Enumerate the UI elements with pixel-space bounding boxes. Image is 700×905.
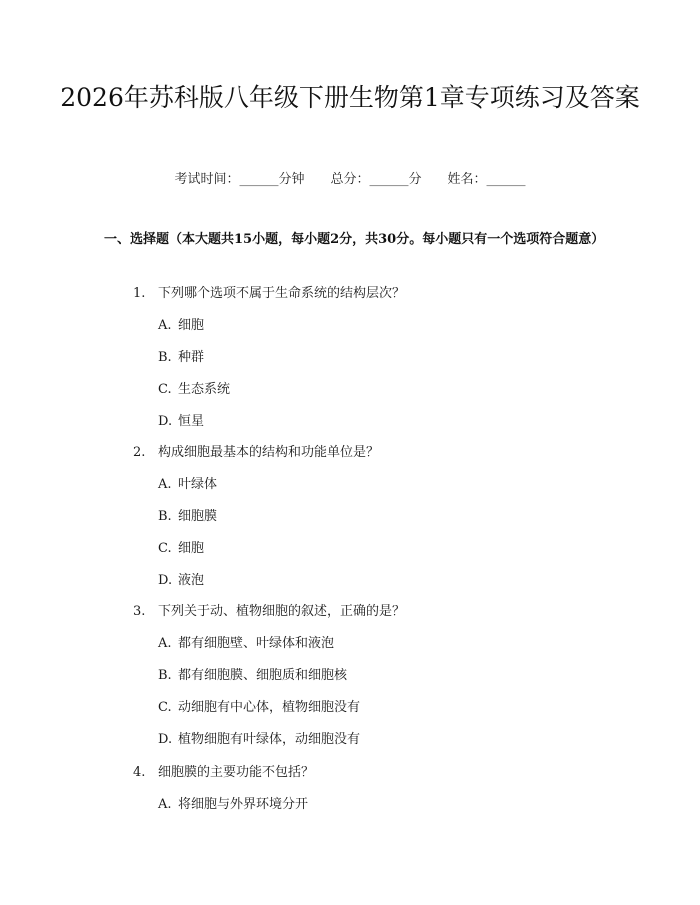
question-3-option-d — [158, 728, 360, 747]
option-text: 动细胞有中心体，植物细胞没有 — [178, 700, 361, 715]
question-2-option-a — [158, 473, 217, 492]
question-number: 1. — [133, 286, 146, 301]
total-score-field: 总分：______分 — [330, 172, 422, 187]
question-text: 构成细胞最基本的结构和功能单位是？ — [158, 445, 380, 460]
question-text: 细胞膜的主要功能不包括？ — [158, 765, 315, 780]
option-letter: A. — [158, 477, 172, 492]
option-letter: C. — [158, 700, 172, 715]
student-name-field: 姓名：______ — [447, 172, 526, 187]
option-text: 细胞 — [178, 318, 205, 333]
question-number: 3. — [133, 604, 146, 619]
option-text: 都有细胞壁、叶绿体和液泡 — [178, 636, 335, 651]
option-text: 种群 — [178, 350, 205, 365]
question-1-option-d — [158, 410, 204, 429]
question-text: 下列关于动、植物细胞的叙述，正确的是？ — [158, 604, 406, 619]
option-text: 细胞膜 — [178, 509, 218, 524]
option-text: 叶绿体 — [178, 477, 218, 492]
question-1 — [133, 282, 405, 301]
option-letter: B. — [158, 350, 172, 365]
question-3-option-c — [158, 696, 360, 715]
option-text: 都有细胞膜、细胞质和细胞核 — [178, 668, 348, 683]
question-1-option-a — [158, 314, 204, 333]
question-2-option-c — [158, 537, 204, 556]
question-4-option-a — [158, 793, 308, 812]
option-text: 将细胞与外界环境分开 — [178, 797, 309, 812]
question-3-option-a — [158, 632, 334, 651]
option-text: 生态系统 — [178, 382, 231, 397]
question-2-option-b — [158, 505, 217, 524]
option-text: 细胞 — [178, 541, 205, 556]
option-letter: D. — [158, 732, 173, 747]
option-text: 液泡 — [178, 573, 205, 588]
question-4 — [133, 761, 314, 780]
option-letter: B. — [158, 668, 172, 683]
question-number: 2. — [133, 445, 146, 460]
option-text: 植物细胞有叶绿体，动细胞没有 — [178, 732, 361, 747]
option-text: 恒星 — [178, 414, 205, 429]
question-text: 下列哪个选项不属于生命系统的结构层次？ — [158, 286, 406, 301]
option-letter: A. — [158, 797, 172, 812]
option-letter: B. — [158, 509, 172, 524]
question-1-option-c — [158, 378, 230, 397]
option-letter: D. — [158, 573, 173, 588]
question-number: 4. — [133, 765, 146, 780]
option-letter: A. — [158, 636, 172, 651]
document-title: 2026年苏科版八年级下册生物第1章专项练习及答案 — [60, 83, 640, 112]
question-2 — [133, 441, 379, 460]
exam-info-line — [0, 168, 700, 187]
section-heading: 一、选择题（本大题共15小题，每小题2分，共30分。每小题只有一个选项符合题意） — [104, 232, 605, 247]
question-3-option-b — [158, 664, 347, 683]
option-letter: D. — [158, 414, 173, 429]
question-3 — [133, 600, 405, 619]
question-1-option-b — [158, 346, 204, 365]
exam-time-field: 考试时间：______分钟 — [174, 172, 305, 187]
option-letter: C. — [158, 541, 172, 556]
option-letter: A. — [158, 318, 172, 333]
question-2-option-d — [158, 569, 204, 588]
option-letter: C. — [158, 382, 172, 397]
